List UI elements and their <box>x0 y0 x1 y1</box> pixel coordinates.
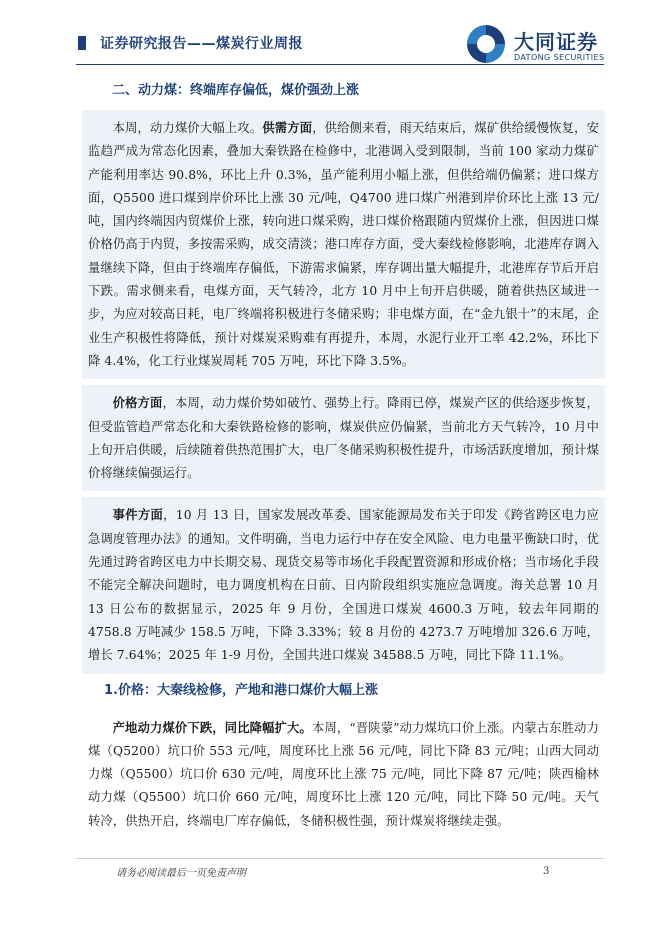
supply-demand-section <box>82 110 605 379</box>
company-logo <box>464 22 614 66</box>
events-lead: 事件方面 <box>112 507 164 523</box>
price-lead: 价格方面 <box>112 395 163 411</box>
price-paragraph <box>88 391 599 485</box>
logo-text-en: DATONG SECURITIES <box>514 53 605 62</box>
events-section <box>82 497 605 673</box>
section-heading-price: 1.价格：大秦线检修，产地和港口煤价大幅上涨 <box>104 682 378 698</box>
pithead-price-section <box>82 710 605 839</box>
report-body <box>82 80 605 845</box>
pithead-price-paragraph <box>88 716 599 833</box>
price-text: ，本周，动力煤价势如破竹、强势上行。降雨已停，煤炭产区的供给逐步恢复，但受监管趋严常态化和大秦铁路检修的影响，煤炭供应仍偏紧，当前北方天气转冷，10 月中上旬开启供暖，后续随着供热范围扩大，电厂冬储采购积极性提升，市场活跃度增加，预计煤价将继续偏强运行。 <box>88 396 599 481</box>
page-number: 3 <box>543 866 550 877</box>
page-header <box>0 0 662 68</box>
supply-demand-lead: 供需方面 <box>262 120 313 135</box>
events-text: ，10 月 13 日，国家发展改革委、国家能源局发布关于印发《跨省跨区电力应急调度管理办法》的通知。文件明确，当电力运行中存在安全风险、电力电量平衡缺口时，优先通过跨省跨区电力中长期交易、现货交易等市场化手段配置资源和形成价格；当市场化手段不能完全解决问题时，电力调度机构在日前、日内阶段组织实施应急调度。海关总署 10 月 13 日公布的数据显示，2025 年 9 月份，全国进口煤炭 4600.3 万吨，较去年同期的 4758.8 万吨减少 158.5 万吨，下降 3.33%；较 8 月份的 4273.7 万吨增加 326.6 万吨，增长 7.64%；2025 年 1-9 月份，全国共进口煤炭 34588.5 万吨，同比下降 11.1%。 <box>88 508 599 663</box>
logo-mark-icon <box>464 22 508 66</box>
pithead-price-text: 本周，“晋陕蒙”动力煤坑口价上涨。内蒙古东胜动力煤（Q5200）坑口价 553 元/吨，周度环比上涨 56 元/吨，同比下降 83 元/吨；山西大同动力煤（Q5500）坑口价 630 元/吨，周度环比上涨 75 元/吨，同比下降 87 元/吨；陕西榆林动力煤（Q5500）坑口价 660 元/吨，周度环比上涨 120 元/吨，同比下降 50 元/吨。天气转冷，供热开启，终端电厂库存偏低，冬储积极性强，预计煤炭将继续走强。 <box>88 720 599 828</box>
paragraph-intro: 本周，动力煤价大幅上攻。 <box>112 121 263 135</box>
pithead-price-lead: 产地动力煤价下跌，同比降幅扩大。 <box>112 719 312 735</box>
supply-demand-paragraph <box>88 116 599 373</box>
section-heading-thermal-coal: 二、动力煤：终端库存偏低，煤价强劲上涨 <box>112 83 360 98</box>
header-divider <box>76 64 604 65</box>
disclaimer-note: 请务必阅读最后一页免责声明 <box>116 868 246 879</box>
header-accent-bar <box>78 36 86 50</box>
logo-text-cn: 大同证券 <box>514 30 598 54</box>
price-section <box>82 385 605 491</box>
supply-demand-text: ，供给侧来看，雨天结束后，煤矿供给缓慢恢复，安监趋严成为常态化因素，叠加大秦铁路在检修中，北港调入受到限制，当前 100 家动力煤矿产能利用率达 90.8%，环比上升 0.3%，虽产能利用小幅上涨，但供给端仍偏紧；进口煤方面，Q5500 进口煤到岸价环比上涨 30 元/吨，Q4700 进口煤广州港到岸价环比上涨 13 元/吨，国内终端因内贸煤价上涨，转向进口煤采购，进口煤价格跟随内贸煤价上涨，但因进口煤价格仍高于内贸，多按需采购，成交清淡；港口库存方面，受大秦线检修影响，北港库存调入量继续下降，但由于终端库存偏低，下游需求偏紧，库存调出量大幅提升，北港库存节后开启下跌。需求侧来看，电煤方面，天气转冷，北方 10 月中上旬开启供暖，随着供热区域进一步，为应对较高日耗，电厂终端将积极进行冬储采购；非电煤方面，在“金九银十”的末尾，企业生产积极性将降低，预计对煤炭采购难有再提升，本周，水泥行业开工率 42.2%，环比下降 4.4%，化工行业煤炭周耗 705 万吨，环比下降 3.5%。 <box>88 121 599 368</box>
report-title: 证券研究报告——煤炭行业周报 <box>100 36 303 52</box>
events-paragraph <box>88 503 599 667</box>
footer-divider <box>76 858 604 859</box>
